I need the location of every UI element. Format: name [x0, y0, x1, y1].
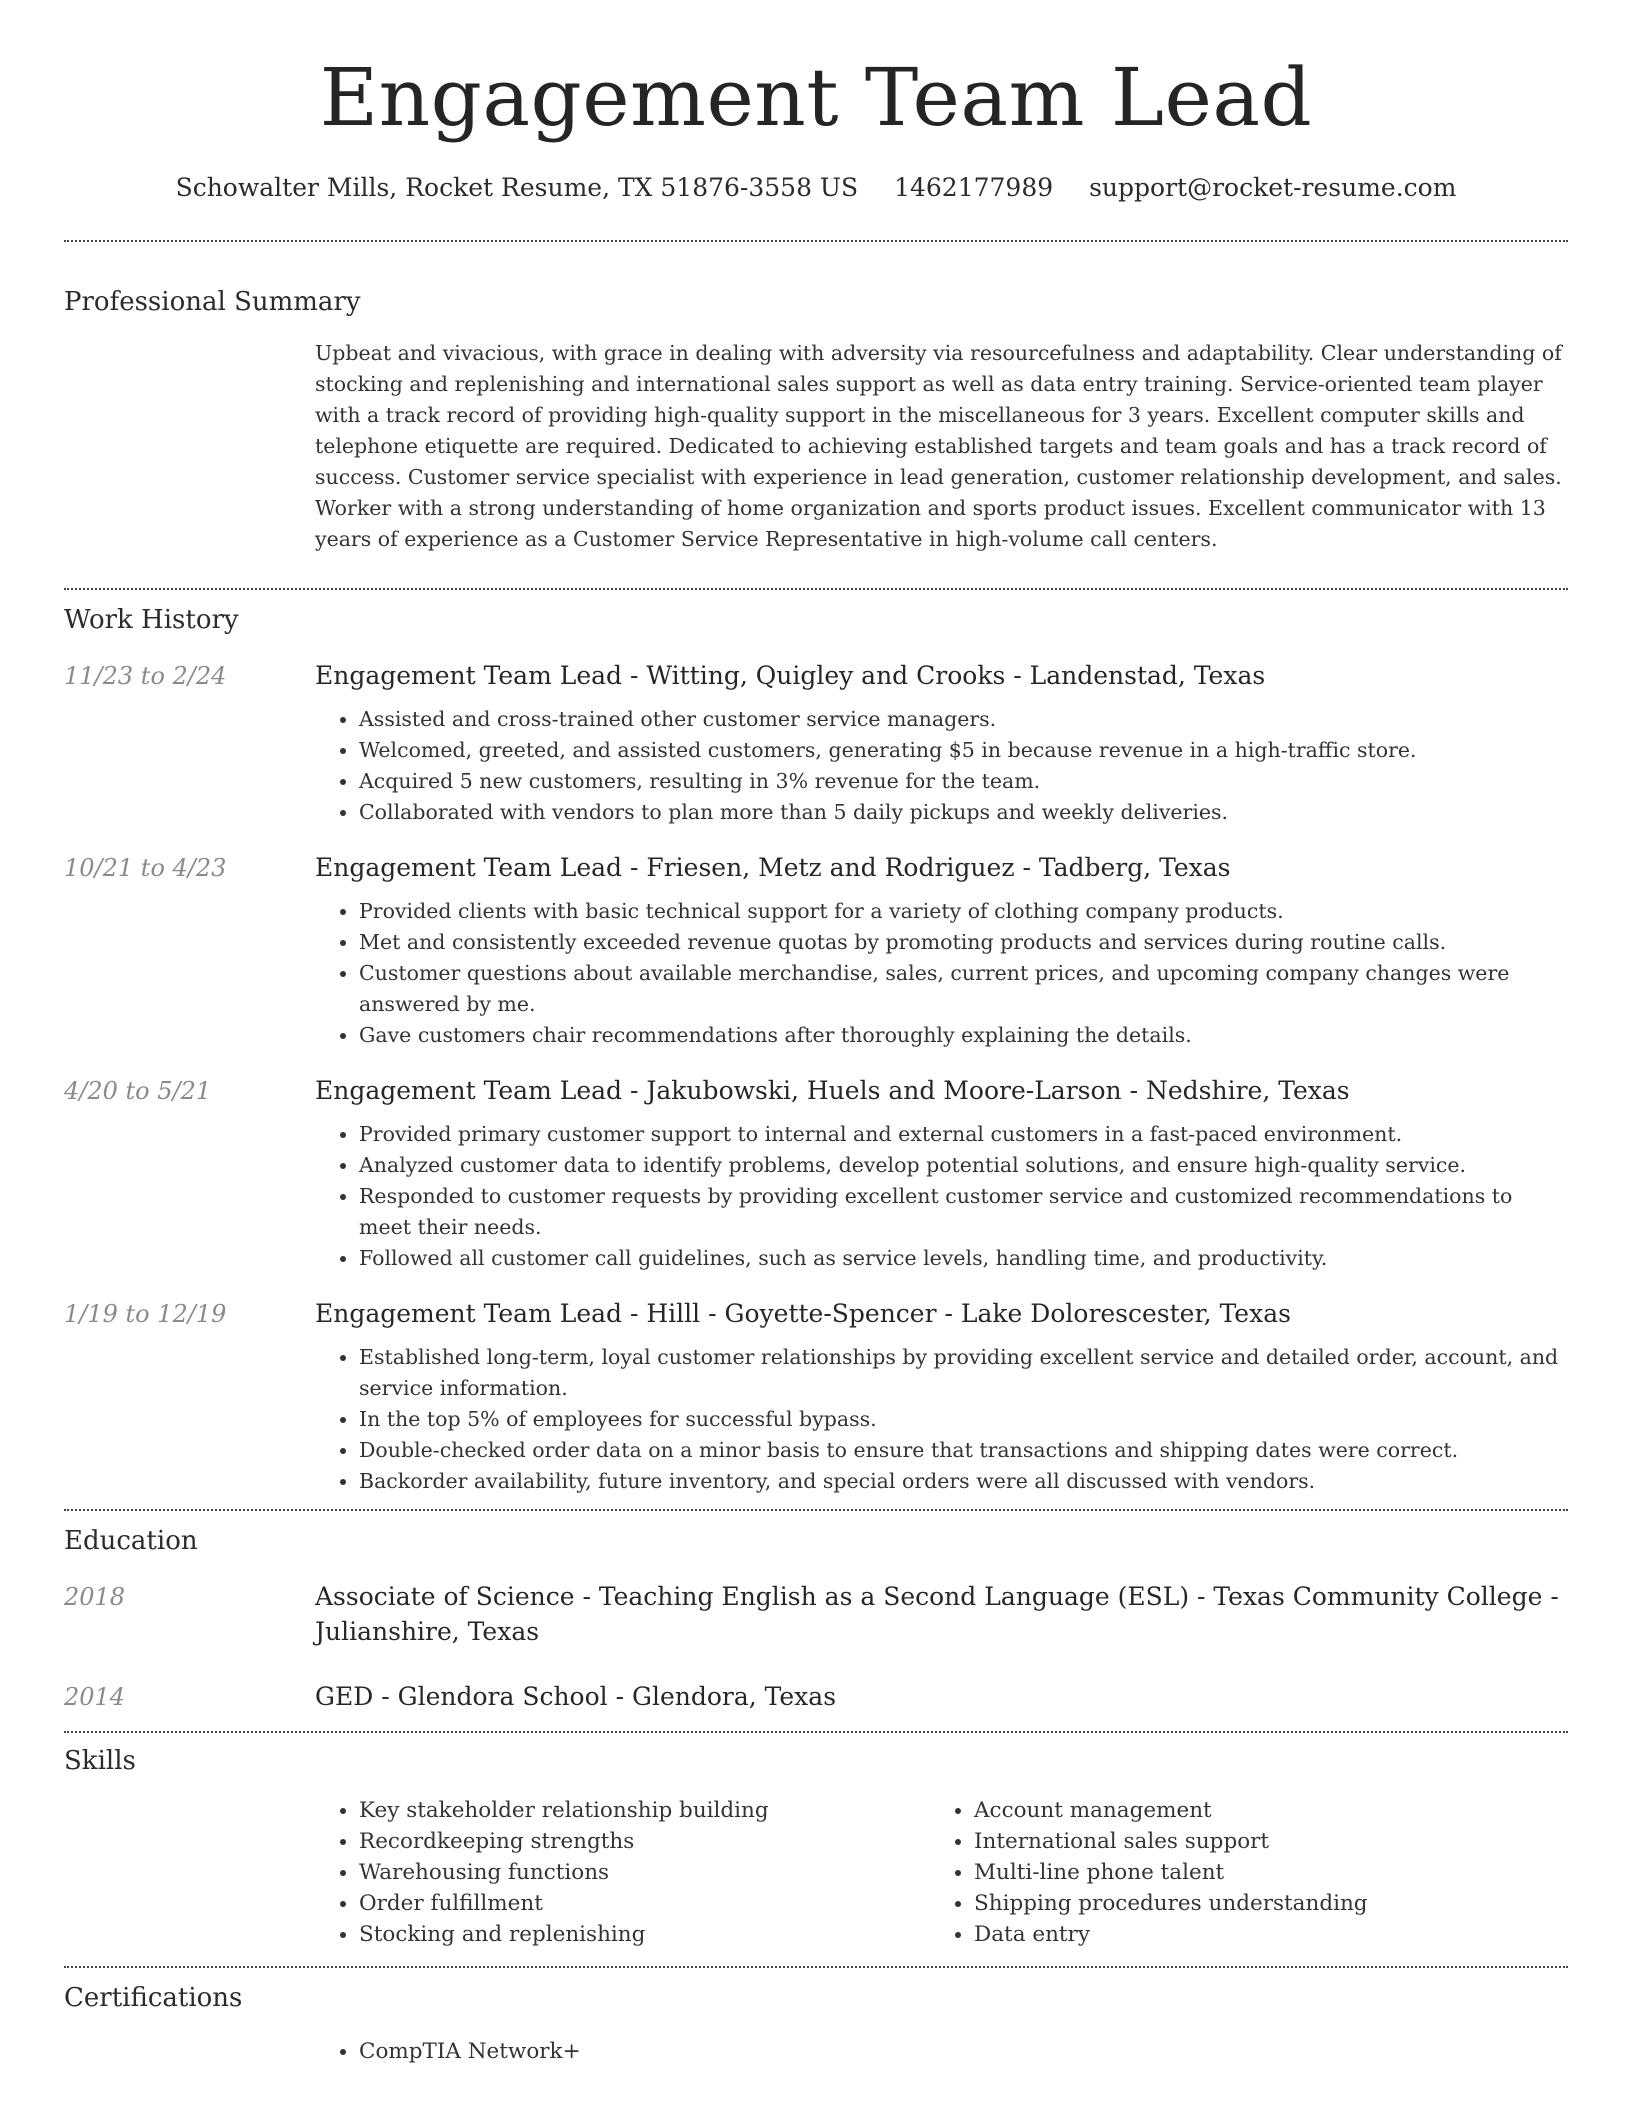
contact-email: support@rocket-resume.com	[1089, 173, 1457, 202]
skills-list-left	[315, 1795, 930, 1950]
work-list	[64, 658, 1568, 1509]
work-entry	[64, 658, 1568, 828]
list-item: • Data entry	[974, 1919, 1545, 1950]
work-bullets	[315, 896, 1568, 1051]
certifications-list	[315, 2036, 1568, 2067]
work-date: 1/19 to 12/19	[64, 1299, 227, 1328]
education-section	[64, 1511, 1568, 1731]
certifications-section	[64, 1968, 1568, 2067]
work-title: Engagement Team Lead - Jakubowski, Huels and Moore-Larson - Nedshire, Texas	[315, 1075, 1350, 1105]
education-list	[64, 1579, 1568, 1731]
list-item: • Shipping procedures understanding	[974, 1888, 1545, 1919]
work-entry	[64, 1296, 1568, 1509]
list-item: • Provided clients with basic technical support for a variety of clothing company products.	[359, 896, 1568, 927]
section-heading: Skills	[64, 1745, 136, 1776]
list-item: • CompTIA Network+	[359, 2036, 1568, 2067]
work-date: 10/21 to 4/23	[64, 853, 227, 882]
list-item: • Backorder availability, future inventory, and special orders were all discussed with vendors.	[359, 1466, 1568, 1497]
list-item: • Customer questions about available merchandise, sales, current prices, and upcoming company changes were answered by me.	[359, 958, 1568, 1020]
contact-address: Schowalter Mills, Rocket Resume, TX 51876-3558 US	[175, 173, 859, 202]
list-item: • Responded to customer requests by providing excellent customer service and customized recommendations to meet their needs.	[359, 1181, 1568, 1243]
work-entry	[64, 1073, 1568, 1274]
education-date: 2014	[64, 1682, 126, 1711]
list-item: • Stocking and replenishing	[359, 1919, 930, 1950]
contact-line	[64, 170, 1568, 206]
list-item: • International sales support	[974, 1826, 1545, 1857]
list-item: • Warehousing functions	[359, 1857, 930, 1888]
work-date: 4/20 to 5/21	[64, 1076, 212, 1105]
education-title: Associate of Science - Teaching English as a Second Language (ESL) - Texas Community College - Julianshire, Texas	[315, 1581, 1559, 1646]
list-item: • Key stakeholder relationship building	[359, 1795, 930, 1826]
work-date: 11/23 to 2/24	[64, 661, 227, 690]
resume-page	[64, 0, 1568, 2067]
list-item: • Met and consistently exceeded revenue quotas by promoting products and services during routine calls.	[359, 927, 1568, 958]
list-item: • Followed all customer call guidelines, such as service levels, handling time, and productivity.	[359, 1243, 1568, 1274]
work-entry	[64, 850, 1568, 1051]
list-item: • Collaborated with vendors to plan more than 5 daily pickups and weekly deliveries.	[359, 797, 1568, 828]
work-history-section	[64, 590, 1568, 1509]
work-bullets	[315, 704, 1568, 828]
list-item: • Welcomed, greeted, and assisted customers, generating $5 in because revenue in a high-traffic store.	[359, 735, 1568, 766]
education-entry	[64, 1579, 1568, 1649]
resume-title: Engagement Team Lead	[319, 51, 1313, 144]
list-item: • Acquired 5 new customers, resulting in 3% revenue for the team.	[359, 766, 1568, 797]
education-entry	[64, 1679, 1568, 1715]
skills-columns	[315, 1795, 1568, 1966]
list-item: • Double-checked order data on a minor basis to ensure that transactions and shipping dates were correct.	[359, 1435, 1568, 1466]
list-item: • Account management	[974, 1795, 1545, 1826]
list-item: • Established long-term, loyal customer relationships by providing excellent service and detailed order, account, and service information.	[359, 1342, 1568, 1404]
section-heading: Work History	[64, 604, 239, 635]
education-date: 2018	[64, 1582, 126, 1611]
list-item: • Assisted and cross-trained other customer service managers.	[359, 704, 1568, 735]
work-bullets	[315, 1119, 1568, 1274]
list-item: • Provided primary customer support to internal and external customers in a fast-paced environment.	[359, 1119, 1568, 1150]
work-title: Engagement Team Lead - Witting, Quigley and Crooks - Landenstad, Texas	[315, 660, 1266, 690]
list-item: • Recordkeeping strengths	[359, 1826, 930, 1857]
section-heading: Professional Summary	[64, 287, 361, 317]
work-bullets	[315, 1342, 1568, 1497]
skills-section	[64, 1733, 1568, 1966]
list-item: • Order fulfillment	[359, 1888, 930, 1919]
list-item: • Analyzed customer data to identify problems, develop potential solutions, and ensure high-quality service.	[359, 1150, 1568, 1181]
list-item: • Gave customers chair recommendations after thoroughly explaining the details.	[359, 1020, 1568, 1051]
contact-phone: 1462177989	[894, 173, 1054, 202]
list-item: • In the top 5% of employees for successful bypass.	[359, 1404, 1568, 1435]
education-title: GED - Glendora School - Glendora, Texas	[315, 1681, 837, 1711]
list-item: • Multi-line phone talent	[974, 1857, 1545, 1888]
work-title: Engagement Team Lead - Friesen, Metz and Rodriguez - Tadberg, Texas	[315, 852, 1231, 882]
section-heading: Certifications	[64, 1982, 243, 2013]
summary-text: Upbeat and vivacious, with grace in dealing with adversity via resourcefulness and adaptability. Clear understanding of stocking and replenishing and international sales support as well as data entry training. Service-oriented team player with a track record of providing high-quality support in the miscellaneous for 3 years. Excellent computer skills and telephone etiquette are required. Dedicated to achieving established targets and team goals and has a track record of success. Customer service specialist with experience in lead generation, customer relationship development, and sales. Worker with a strong understanding of home organization and sports product issues. Excellent communicator with 13 years of experience as a Customer Service Representative in high-volume call centers.	[315, 341, 1562, 551]
section-heading: Education	[64, 1525, 198, 1556]
professional-summary-section	[64, 242, 1568, 567]
work-title: Engagement Team Lead - Hilll - Goyette-Spencer - Lake Dolorescester, Texas	[315, 1298, 1291, 1328]
skills-list-right	[930, 1795, 1545, 1950]
